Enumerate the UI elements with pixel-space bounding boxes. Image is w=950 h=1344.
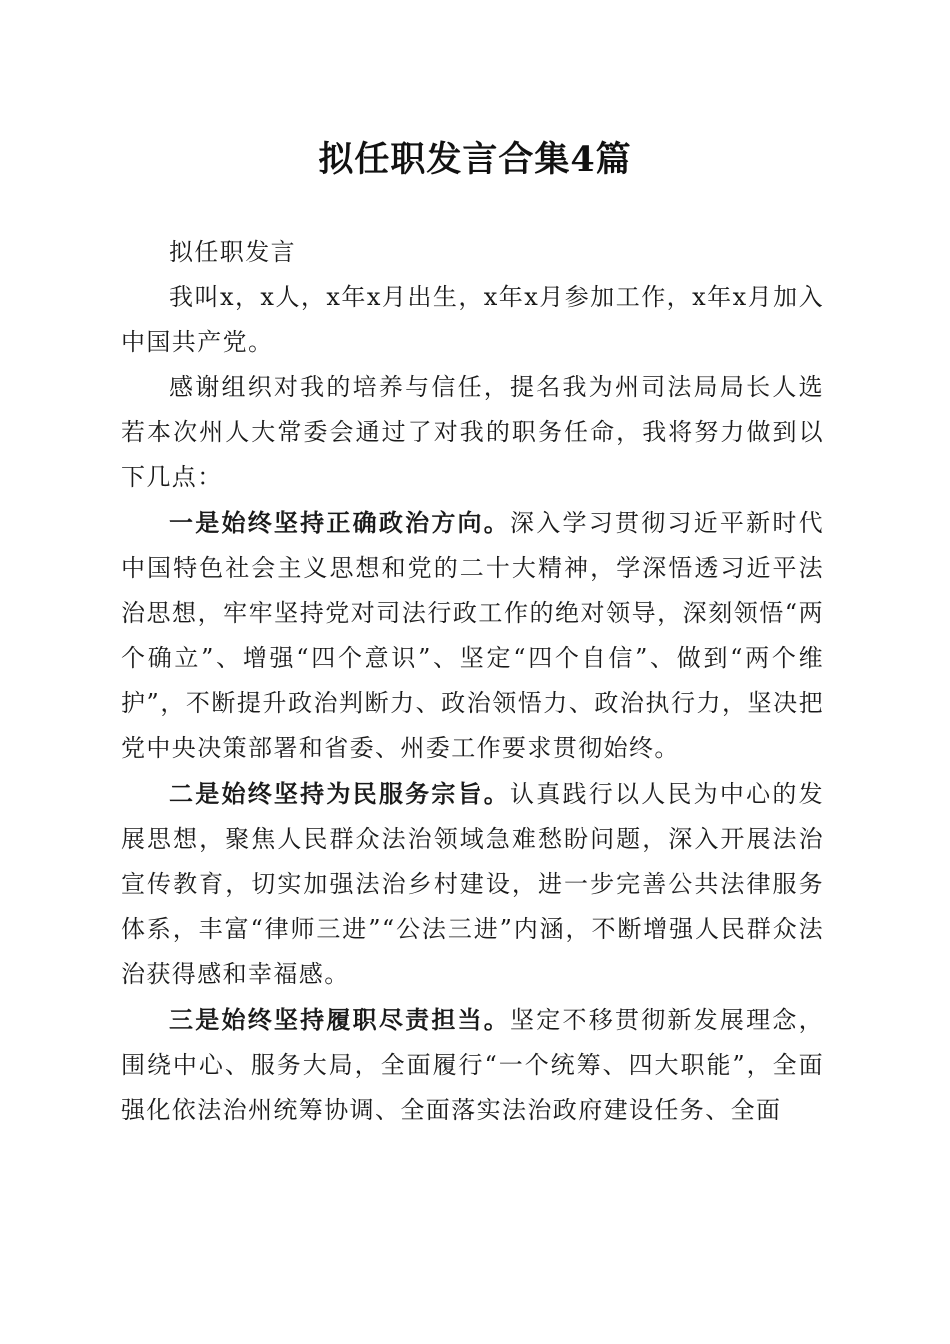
paragraph-text: 坚定不移贯彻新发展理念，围绕中心、服务大局，全面履行“一个统筹、四大职能”，全面强化依法治州统筹协调、全面落实法治政府建设任务、全面 (121, 1006, 824, 1124)
paragraph-text: 深入学习贯彻习近平新时代中国特色社会主义思想和党的二十大精神，学深悟透习近平法治思想，牢牢坚持党对司法行政工作的绝对领导，深刻领悟“两个确立”、增强“四个意识”、坚定“四个自信”、做到“两个维护”，不断提升政治判断力、政治领悟力、政治执行力，坚决把党中央决策部署和省委、州委工作要求贯彻始终。 (121, 509, 824, 762)
paragraph-point-2 (121, 771, 824, 997)
paragraph-lead: 一是始终坚持正确政治方向。 (169, 508, 511, 537)
paragraph-point-1 (121, 500, 824, 771)
paragraph-text: 认真践行以人民为中心的发展思想，聚焦人民群众法治领域急难愁盼问题，深入开展法治宣传教育，切实加强法治乡村建设，进一步完善公共法律服务体系，丰富“律师三进”“公法三进”内涵，不断增强人民群众法治获得感和幸福感。 (121, 780, 824, 988)
document-title: 拟任职发言合集4篇 (318, 139, 632, 180)
paragraph-intro (121, 275, 824, 365)
paragraph-thanks (121, 365, 824, 500)
paragraph-lead: 二是始终坚持为民服务宗旨。 (169, 779, 511, 808)
section-subtitle: 拟任职发言 (169, 238, 296, 266)
paragraph-text: 我叫x，x人，x年x月出生，x年x月参加工作，x年x月加入中国共产党。 (121, 283, 824, 356)
document-body (121, 230, 824, 1133)
paragraph-lead: 三是始终坚持履职尽责担当。 (169, 1005, 511, 1034)
paragraph-point-3 (121, 997, 824, 1133)
paragraph-text: 感谢组织对我的培养与信任，提名我为州司法局局长人选若本次州人大常委会通过了对我的职务任命，我将努力做到以下几点： (121, 373, 824, 491)
